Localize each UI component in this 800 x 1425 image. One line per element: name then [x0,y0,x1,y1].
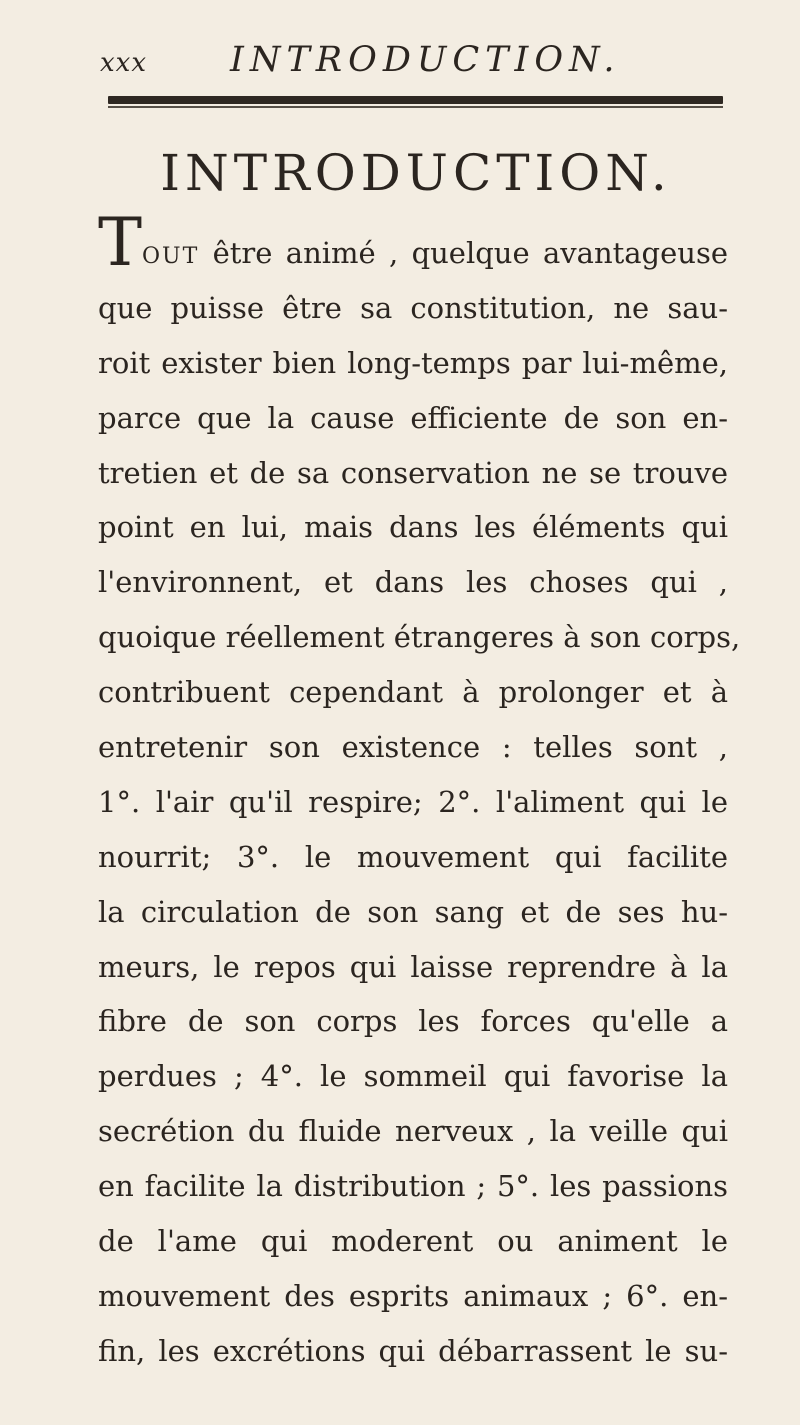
drop-cap: T [98,204,143,281]
first-word-smallcaps: OUT [142,244,200,269]
text-line: l'environnent, et dans les choses qui , [98,565,728,600]
text-line: nourrit; 3°. le mouvement qui facilite [98,839,728,874]
first-line [98,204,729,281]
text-line: 1°. l'air qu'il respire; 2°. l'aliment qui le [98,784,728,819]
text-line: perdues ; 4°. le sommeil qui favorise la [98,1059,728,1094]
text-line: meurs, le repos qui laisse reprendre à la [98,949,728,984]
text-line: entretenir son existence : telles sont , [98,730,728,765]
text-line: la circulation de son sang et de ses hu- [98,894,728,929]
body-paragraph [98,204,741,1379]
text-line: mouvement des esprits animaux ; 6°. en- [98,1278,728,1313]
header-rule-thin [108,106,723,108]
text-line: fin, les excrétions qui débarrassent le su- [98,1333,728,1368]
text-line: quoique réellement étrangeres à son corps, [98,620,741,655]
text-line: point en lui, mais dans les éléments qui [98,510,728,545]
text-line: que puisse être sa constitution, ne sau- [98,290,728,325]
text-line: fibre de son corps les forces qu'elle a [98,1004,728,1039]
header-rule [108,96,723,104]
text-line: en facilite la distribution ; 5°. les passions [98,1169,728,1204]
text-line: roit exister bien long-temps par lui-même, [98,345,728,380]
text-line: de l'ame qui moderent ou animent le [98,1224,728,1259]
running-head [100,40,720,86]
page-number: xxx [100,48,147,78]
first-line-text [142,226,728,285]
first-line-rest: être animé , quelque avantageuse [212,236,729,270]
text-line: parce que la cause efficiente de son en- [98,400,728,435]
text-line: tretien et de sa conservation ne se trouve [98,455,728,490]
running-title: INTRODUCTION. [230,40,621,80]
text-line: secrétion du fluide nerveux , la veille qui [98,1114,728,1149]
chapter-title: INTRODUCTION. [160,144,672,202]
text-line: contribuent cependant à prolonger et à [98,675,728,710]
